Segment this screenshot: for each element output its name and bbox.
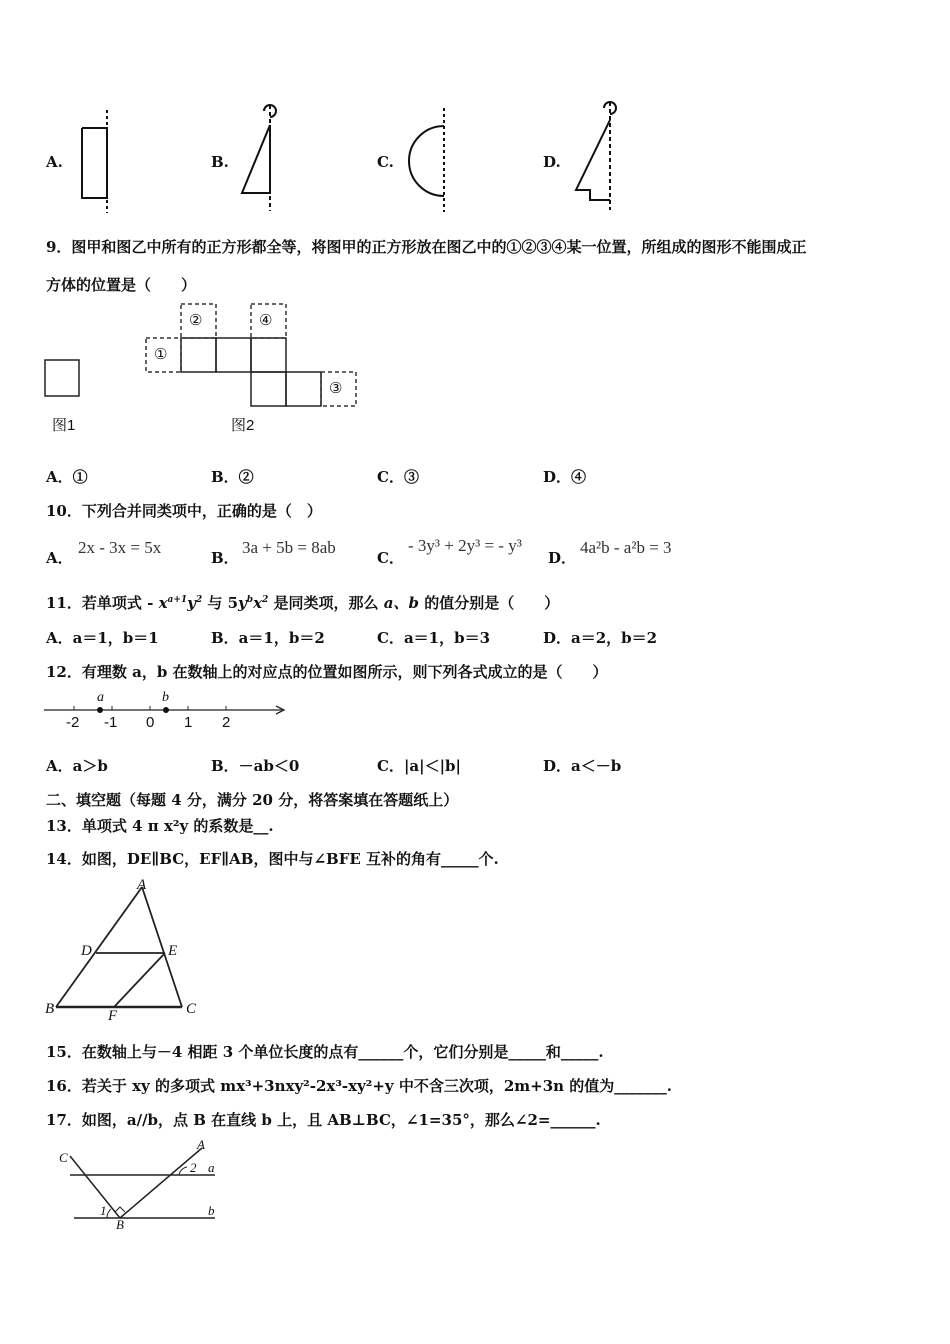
q10-option-a-label: A． [46,549,73,567]
q8-option-b-label: B. [211,153,229,171]
q11-stem-d: 的值分别是（ ） [424,594,560,612]
q14-point-d: D [81,943,92,959]
q8-figure-d [568,102,618,214]
q11-option-a: A．a＝1，b＝1 [46,629,159,647]
q9-stem-line1: 9．图甲和图乙中所有的正方形都全等，将图甲的正方形放在图乙中的①②③④某一位置，所组成的图形不能围成正 [46,238,807,256]
q17-point-b: B [116,1217,124,1232]
q17-point-a: A [197,1137,205,1152]
q17-point-c: C [59,1150,68,1165]
q17-line-b: b [208,1203,215,1218]
q16-stem: 16．若关于 xy 的多项式 mx³+3nxy²-2x³-xy²+y 中不含三次项，2m+3n 的值为_______. [46,1077,673,1095]
q12-tick-neg2: -2 [66,714,80,731]
q14-point-c: C [186,1001,197,1017]
q17-stem: 17．如图，a//b，点 B 在直线 b 上，且 AB⊥BC，∠1=35°，那么∠2=______. [46,1111,601,1129]
q17-angle-2: 2 [190,1160,197,1175]
q10-option-b-label: B． [211,549,239,567]
q9-figure1-caption: 图1 [52,417,76,434]
q17-angle-1: 1 [100,1203,107,1218]
q15-stem: 15．在数轴上与－4 相距 3 个单位长度的点有______个，它们分别是_____和_____. [46,1043,604,1061]
q12-point-b-label: b [162,690,169,705]
q9-option-a: A．① [46,468,88,486]
q14-point-f: F [108,1008,118,1024]
q11-stem-b: 与 5 [207,594,239,612]
q12-option-d: D．a＜－b [543,757,622,775]
q12-option-b: B．－ab＜0 [211,757,300,775]
q12-tick-0: 0 [146,714,155,731]
q9-option-d: D．④ [543,468,587,486]
q14-point-e: E [168,943,178,959]
q8-figure-b [236,105,286,215]
q9-figure2-caption: 图2 [231,417,255,434]
q11-term1: $x^{a+1}y^2$ [158,594,203,612]
q14-point-a: A [137,877,147,893]
q11-option-d: D．a＝2，b＝2 [543,629,658,647]
q11-option-b: B．a＝1，b＝2 [211,629,325,647]
q11-vars: a、b [383,594,419,612]
q11-stem-c: 是同类项，那么 [273,594,379,612]
q9-marker-3: ③ [329,379,343,397]
q13-stem: 13．单项式 4 π x²y 的系数是__. [46,817,274,835]
q12-point-a-label: a [97,690,104,705]
q9-marker-2: ② [189,311,203,329]
q12-option-a: A．a＞b [46,757,108,775]
q9-stem-line2: 方体的位置是（ ） [46,276,197,294]
q9-marker-1: ① [154,345,168,363]
q10-option-c-label: C． [377,549,404,567]
q10-option-a-expr: 2x - 3x = 5x [78,538,162,557]
q14-stem: 14．如图，DE∥BC，EF∥AB，图中与∠BFE 互补的角有_____个. [46,850,499,868]
q17-parallel-lines-figure [60,1140,230,1232]
section2-title: 二、填空题（每题 4 分，满分 20 分，将答案填在答题纸上） [46,791,459,809]
q12-option-c: C．|a|＜|b| [377,757,461,775]
q14-point-b: B [45,1001,55,1017]
q12-tick-2: 2 [222,714,231,731]
q11-term2: $y^bx^2$ [238,594,269,612]
q8-figure-c [402,108,452,214]
q11-option-c: C．a＝1，b＝3 [377,629,491,647]
q9-option-c: C．③ [377,468,419,486]
q10-option-c-expr: - 3y³ + 2y³ = - y³ [408,536,522,555]
q10-option-d-label: D． [548,549,577,567]
q9-figure2 [145,300,360,412]
q8-option-c-label: C. [377,153,394,171]
q12-stem: 12．有理数 a，b 在数轴上的对应点的位置如图所示，则下列各式成立的是（ ） [46,663,608,681]
q10-stem: 10．下列合并同类项中，正确的是（ ） [46,502,322,520]
q10-option-d-expr: 4a²b - a²b = 3 [580,538,672,557]
q12-tick-neg1: -1 [104,714,118,731]
q10-option-b-expr: 3a + 5b = 8ab [242,538,336,557]
q9-option-b: B．② [211,468,254,486]
q11-stem-a: 11．若单项式 - [46,594,154,612]
q8-option-d-label: D. [543,153,561,171]
q12-tick-1: 1 [184,714,193,731]
q17-line-a: a [208,1160,215,1175]
q8-figure-a [72,110,122,215]
q9-marker-4: ④ [259,311,273,329]
q8-option-a-label: A. [46,153,63,171]
q11-stem [46,592,559,613]
